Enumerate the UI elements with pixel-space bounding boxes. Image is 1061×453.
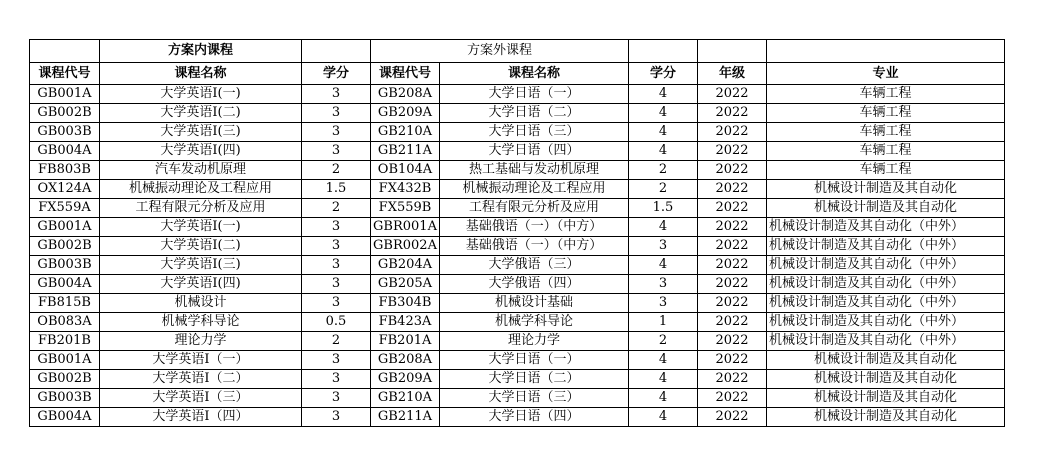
major-cell[interactable]: 车辆工程 [767,85,1005,104]
grade-cell[interactable]: 2022 [698,275,767,294]
out-code-cell[interactable]: GB211A [371,142,440,161]
header-in-code[interactable]: 课程代号 [30,63,100,85]
out-credit-cell[interactable]: 3 [629,275,698,294]
out-name-cell[interactable]: 机械学科导论 [440,313,629,332]
in-credit-cell[interactable]: 2 [302,199,371,218]
major-cell[interactable]: 机械设计制造及其自动化 [767,408,1005,427]
major-cell[interactable]: 机械设计制造及其自动化 [767,180,1005,199]
grade-cell[interactable]: 2022 [698,161,767,180]
out-name-cell[interactable]: 大学俄语（三） [440,256,629,275]
out-code-cell[interactable]: GB205A [371,275,440,294]
grade-cell[interactable]: 2022 [698,104,767,123]
out-credit-cell[interactable]: 4 [629,351,698,370]
out-code-cell[interactable]: GBR001A [371,218,440,237]
in-code-cell[interactable]: GB003B [30,123,100,142]
table-row [30,332,1005,351]
out-code-cell[interactable]: FX559B [371,199,440,218]
header-grade[interactable]: 年级 [698,63,767,85]
grade-cell[interactable]: 2022 [698,180,767,199]
title-row [30,40,1005,63]
out-code-cell[interactable]: GB211A [371,408,440,427]
table-row [30,104,1005,123]
in-code-cell[interactable]: FB803B [30,161,100,180]
major-cell[interactable]: 车辆工程 [767,123,1005,142]
major-cell[interactable]: 机械设计制造及其自动化 [767,199,1005,218]
major-cell[interactable]: 车辆工程 [767,104,1005,123]
major-cell[interactable]: 机械设计制造及其自动化（中外） [767,275,1005,294]
in-name-cell[interactable]: 大学英语Ⅰ(四) [100,275,302,294]
in-name-cell[interactable]: 大学英语Ⅰ（四） [100,408,302,427]
out-credit-cell[interactable]: 2 [629,180,698,199]
out-credit-cell[interactable]: 4 [629,85,698,104]
major-cell[interactable]: 机械设计制造及其自动化 [767,370,1005,389]
out-code-cell[interactable]: GBR002A [371,237,440,256]
grade-cell[interactable]: 2022 [698,351,767,370]
out-credit-cell[interactable]: 1.5 [629,199,698,218]
in-code-cell[interactable]: OB083A [30,313,100,332]
cell[interactable] [698,40,767,63]
in-credit-cell[interactable]: 3 [302,256,371,275]
in-name-cell[interactable]: 大学英语Ⅰ(二) [100,104,302,123]
out-name-cell[interactable]: 大学日语（二） [440,104,629,123]
cell[interactable] [302,40,371,63]
in-credit-cell[interactable]: 3 [302,123,371,142]
cell[interactable] [767,40,1005,63]
table-row [30,237,1005,256]
out-code-cell[interactable]: GB208A [371,351,440,370]
out-credit-cell[interactable]: 4 [629,370,698,389]
header-out-name[interactable]: 课程名称 [440,63,629,85]
table-row [30,180,1005,199]
major-cell[interactable]: 机械设计制造及其自动化（中外） [767,237,1005,256]
grade-cell[interactable]: 2022 [698,199,767,218]
out-credit-cell[interactable]: 2 [629,161,698,180]
cell[interactable] [629,40,698,63]
table-row [30,351,1005,370]
table-row [30,370,1005,389]
out-code-cell[interactable]: FB201A [371,332,440,351]
table-row [30,161,1005,180]
grade-cell[interactable]: 2022 [698,408,767,427]
in-credit-cell[interactable]: 3 [302,370,371,389]
out-code-cell[interactable]: FB423A [371,313,440,332]
out-name-cell[interactable]: 理论力学 [440,332,629,351]
major-cell[interactable]: 机械设计制造及其自动化（中外） [767,294,1005,313]
in-name-cell[interactable]: 理论力学 [100,332,302,351]
out-code-cell[interactable]: GB209A [371,104,440,123]
in-name-cell[interactable]: 机械学科导论 [100,313,302,332]
header-in-credit[interactable]: 学分 [302,63,371,85]
table-row [30,275,1005,294]
in-code-cell[interactable]: GB002B [30,104,100,123]
in-name-cell[interactable]: 大学英语Ⅰ(三) [100,256,302,275]
out-name-cell[interactable]: 机械设计基础 [440,294,629,313]
out-name-cell[interactable]: 工程有限元分析及应用 [440,199,629,218]
out-name-cell[interactable]: 大学日语（一） [440,85,629,104]
in-credit-cell[interactable]: 0.5 [302,313,371,332]
in-code-cell[interactable]: GB003B [30,256,100,275]
out-code-cell[interactable]: GB209A [371,370,440,389]
out-name-cell[interactable]: 基础俄语（一）（中方） [440,237,629,256]
in-code-cell[interactable]: FB201B [30,332,100,351]
in-name-cell[interactable]: 大学英语Ⅰ（二） [100,370,302,389]
out-credit-cell[interactable]: 4 [629,256,698,275]
in-code-cell[interactable]: GB002B [30,370,100,389]
in-credit-cell[interactable]: 1.5 [302,180,371,199]
in-code-cell[interactable]: FX559A [30,199,100,218]
out-credit-cell[interactable]: 4 [629,104,698,123]
out-name-cell[interactable]: 大学日语（四） [440,142,629,161]
cell[interactable] [30,40,100,63]
table-row [30,199,1005,218]
major-cell[interactable]: 车辆工程 [767,142,1005,161]
out-credit-cell[interactable]: 3 [629,237,698,256]
in-code-cell[interactable]: GB004A [30,275,100,294]
out-credit-cell[interactable]: 2 [629,332,698,351]
in-code-cell[interactable]: OX124A [30,180,100,199]
major-cell[interactable]: 机械设计制造及其自动化 [767,389,1005,408]
in-credit-cell[interactable]: 3 [302,275,371,294]
in-name-cell[interactable]: 汽车发动机原理 [100,161,302,180]
in-code-cell[interactable]: GB001A [30,85,100,104]
out-name-cell[interactable]: 大学俄语（四） [440,275,629,294]
in-name-cell[interactable]: 机械设计 [100,294,302,313]
grade-cell[interactable]: 2022 [698,256,767,275]
grade-cell[interactable]: 2022 [698,313,767,332]
in-code-cell[interactable]: GB001A [30,351,100,370]
course-table [29,39,1005,427]
out-code-cell[interactable]: GB208A [371,85,440,104]
grade-cell[interactable]: 2022 [698,370,767,389]
in-code-cell[interactable]: GB004A [30,408,100,427]
out-code-cell[interactable]: GB210A [371,123,440,142]
in-code-cell[interactable]: GB003B [30,389,100,408]
out-name-cell[interactable]: 基础俄语（一）（中方） [440,218,629,237]
out-credit-cell[interactable]: 4 [629,142,698,161]
in-credit-cell[interactable]: 3 [302,104,371,123]
table-row [30,218,1005,237]
out-name-cell[interactable]: 大学日语（三） [440,389,629,408]
header-row [30,63,1005,85]
out-credit-cell[interactable]: 4 [629,389,698,408]
in-name-cell[interactable]: 大学英语Ⅰ(一) [100,85,302,104]
header-out-credit[interactable]: 学分 [629,63,698,85]
out-plan-title[interactable]: 方案外课程 [371,40,629,63]
header-out-code[interactable]: 课程代号 [371,63,440,85]
in-code-cell[interactable]: GB004A [30,142,100,161]
in-code-cell[interactable]: GB002B [30,237,100,256]
in-credit-cell[interactable]: 3 [302,142,371,161]
grade-cell[interactable]: 2022 [698,142,767,161]
in-name-cell[interactable]: 大学英语Ⅰ(四) [100,142,302,161]
out-code-cell[interactable]: GB210A [371,389,440,408]
major-cell[interactable]: 机械设计制造及其自动化（中外） [767,218,1005,237]
in-credit-cell[interactable]: 2 [302,332,371,351]
out-name-cell[interactable]: 热工基础与发动机原理 [440,161,629,180]
spreadsheet-area [29,39,1005,427]
in-credit-cell[interactable]: 2 [302,161,371,180]
out-code-cell[interactable]: GB204A [371,256,440,275]
header-major[interactable]: 专业 [767,63,1005,85]
table-row [30,123,1005,142]
out-name-cell[interactable]: 机械振动理论及工程应用 [440,180,629,199]
in-name-cell[interactable]: 大学英语Ⅰ（一） [100,351,302,370]
table-row [30,85,1005,104]
in-credit-cell[interactable]: 3 [302,237,371,256]
major-cell[interactable]: 车辆工程 [767,161,1005,180]
table-row [30,256,1005,275]
table-row [30,389,1005,408]
major-cell[interactable]: 机械设计制造及其自动化（中外） [767,256,1005,275]
out-credit-cell[interactable]: 1 [629,313,698,332]
out-name-cell[interactable]: 大学日语（四） [440,408,629,427]
major-cell[interactable]: 机械设计制造及其自动化 [767,351,1005,370]
out-credit-cell[interactable]: 4 [629,123,698,142]
in-name-cell[interactable]: 大学英语Ⅰ（三） [100,389,302,408]
out-name-cell[interactable]: 大学日语（一） [440,351,629,370]
out-credit-cell[interactable]: 4 [629,408,698,427]
out-credit-cell[interactable]: 4 [629,218,698,237]
in-name-cell[interactable]: 工程有限元分析及应用 [100,199,302,218]
table-row [30,313,1005,332]
in-name-cell[interactable]: 机械振动理论及工程应用 [100,180,302,199]
in-code-cell[interactable]: GB001A [30,218,100,237]
out-name-cell[interactable]: 大学日语（二） [440,370,629,389]
in-credit-cell[interactable]: 3 [302,85,371,104]
in-plan-title[interactable]: 方案内课程 [100,40,302,63]
grade-cell[interactable]: 2022 [698,123,767,142]
in-code-cell[interactable]: FB815B [30,294,100,313]
out-credit-cell[interactable]: 3 [629,294,698,313]
major-cell[interactable]: 机械设计制造及其自动化（中外） [767,313,1005,332]
in-credit-cell[interactable]: 3 [302,294,371,313]
header-in-name[interactable]: 课程名称 [100,63,302,85]
out-code-cell[interactable]: FB304B [371,294,440,313]
table-row [30,294,1005,313]
grade-cell[interactable]: 2022 [698,218,767,237]
in-credit-cell[interactable]: 3 [302,351,371,370]
grade-cell[interactable]: 2022 [698,294,767,313]
grade-cell[interactable]: 2022 [698,389,767,408]
in-credit-cell[interactable]: 3 [302,218,371,237]
in-name-cell[interactable]: 大学英语Ⅰ(三) [100,123,302,142]
in-name-cell[interactable]: 大学英语Ⅰ(一) [100,218,302,237]
grade-cell[interactable]: 2022 [698,85,767,104]
out-code-cell[interactable]: OB104A [371,161,440,180]
grade-cell[interactable]: 2022 [698,332,767,351]
major-cell[interactable]: 机械设计制造及其自动化（中外） [767,332,1005,351]
table-row [30,408,1005,427]
in-name-cell[interactable]: 大学英语Ⅰ(二) [100,237,302,256]
grade-cell[interactable]: 2022 [698,237,767,256]
table-row [30,142,1005,161]
in-credit-cell[interactable]: 3 [302,408,371,427]
out-name-cell[interactable]: 大学日语（三） [440,123,629,142]
in-credit-cell[interactable]: 3 [302,389,371,408]
out-code-cell[interactable]: FX432B [371,180,440,199]
